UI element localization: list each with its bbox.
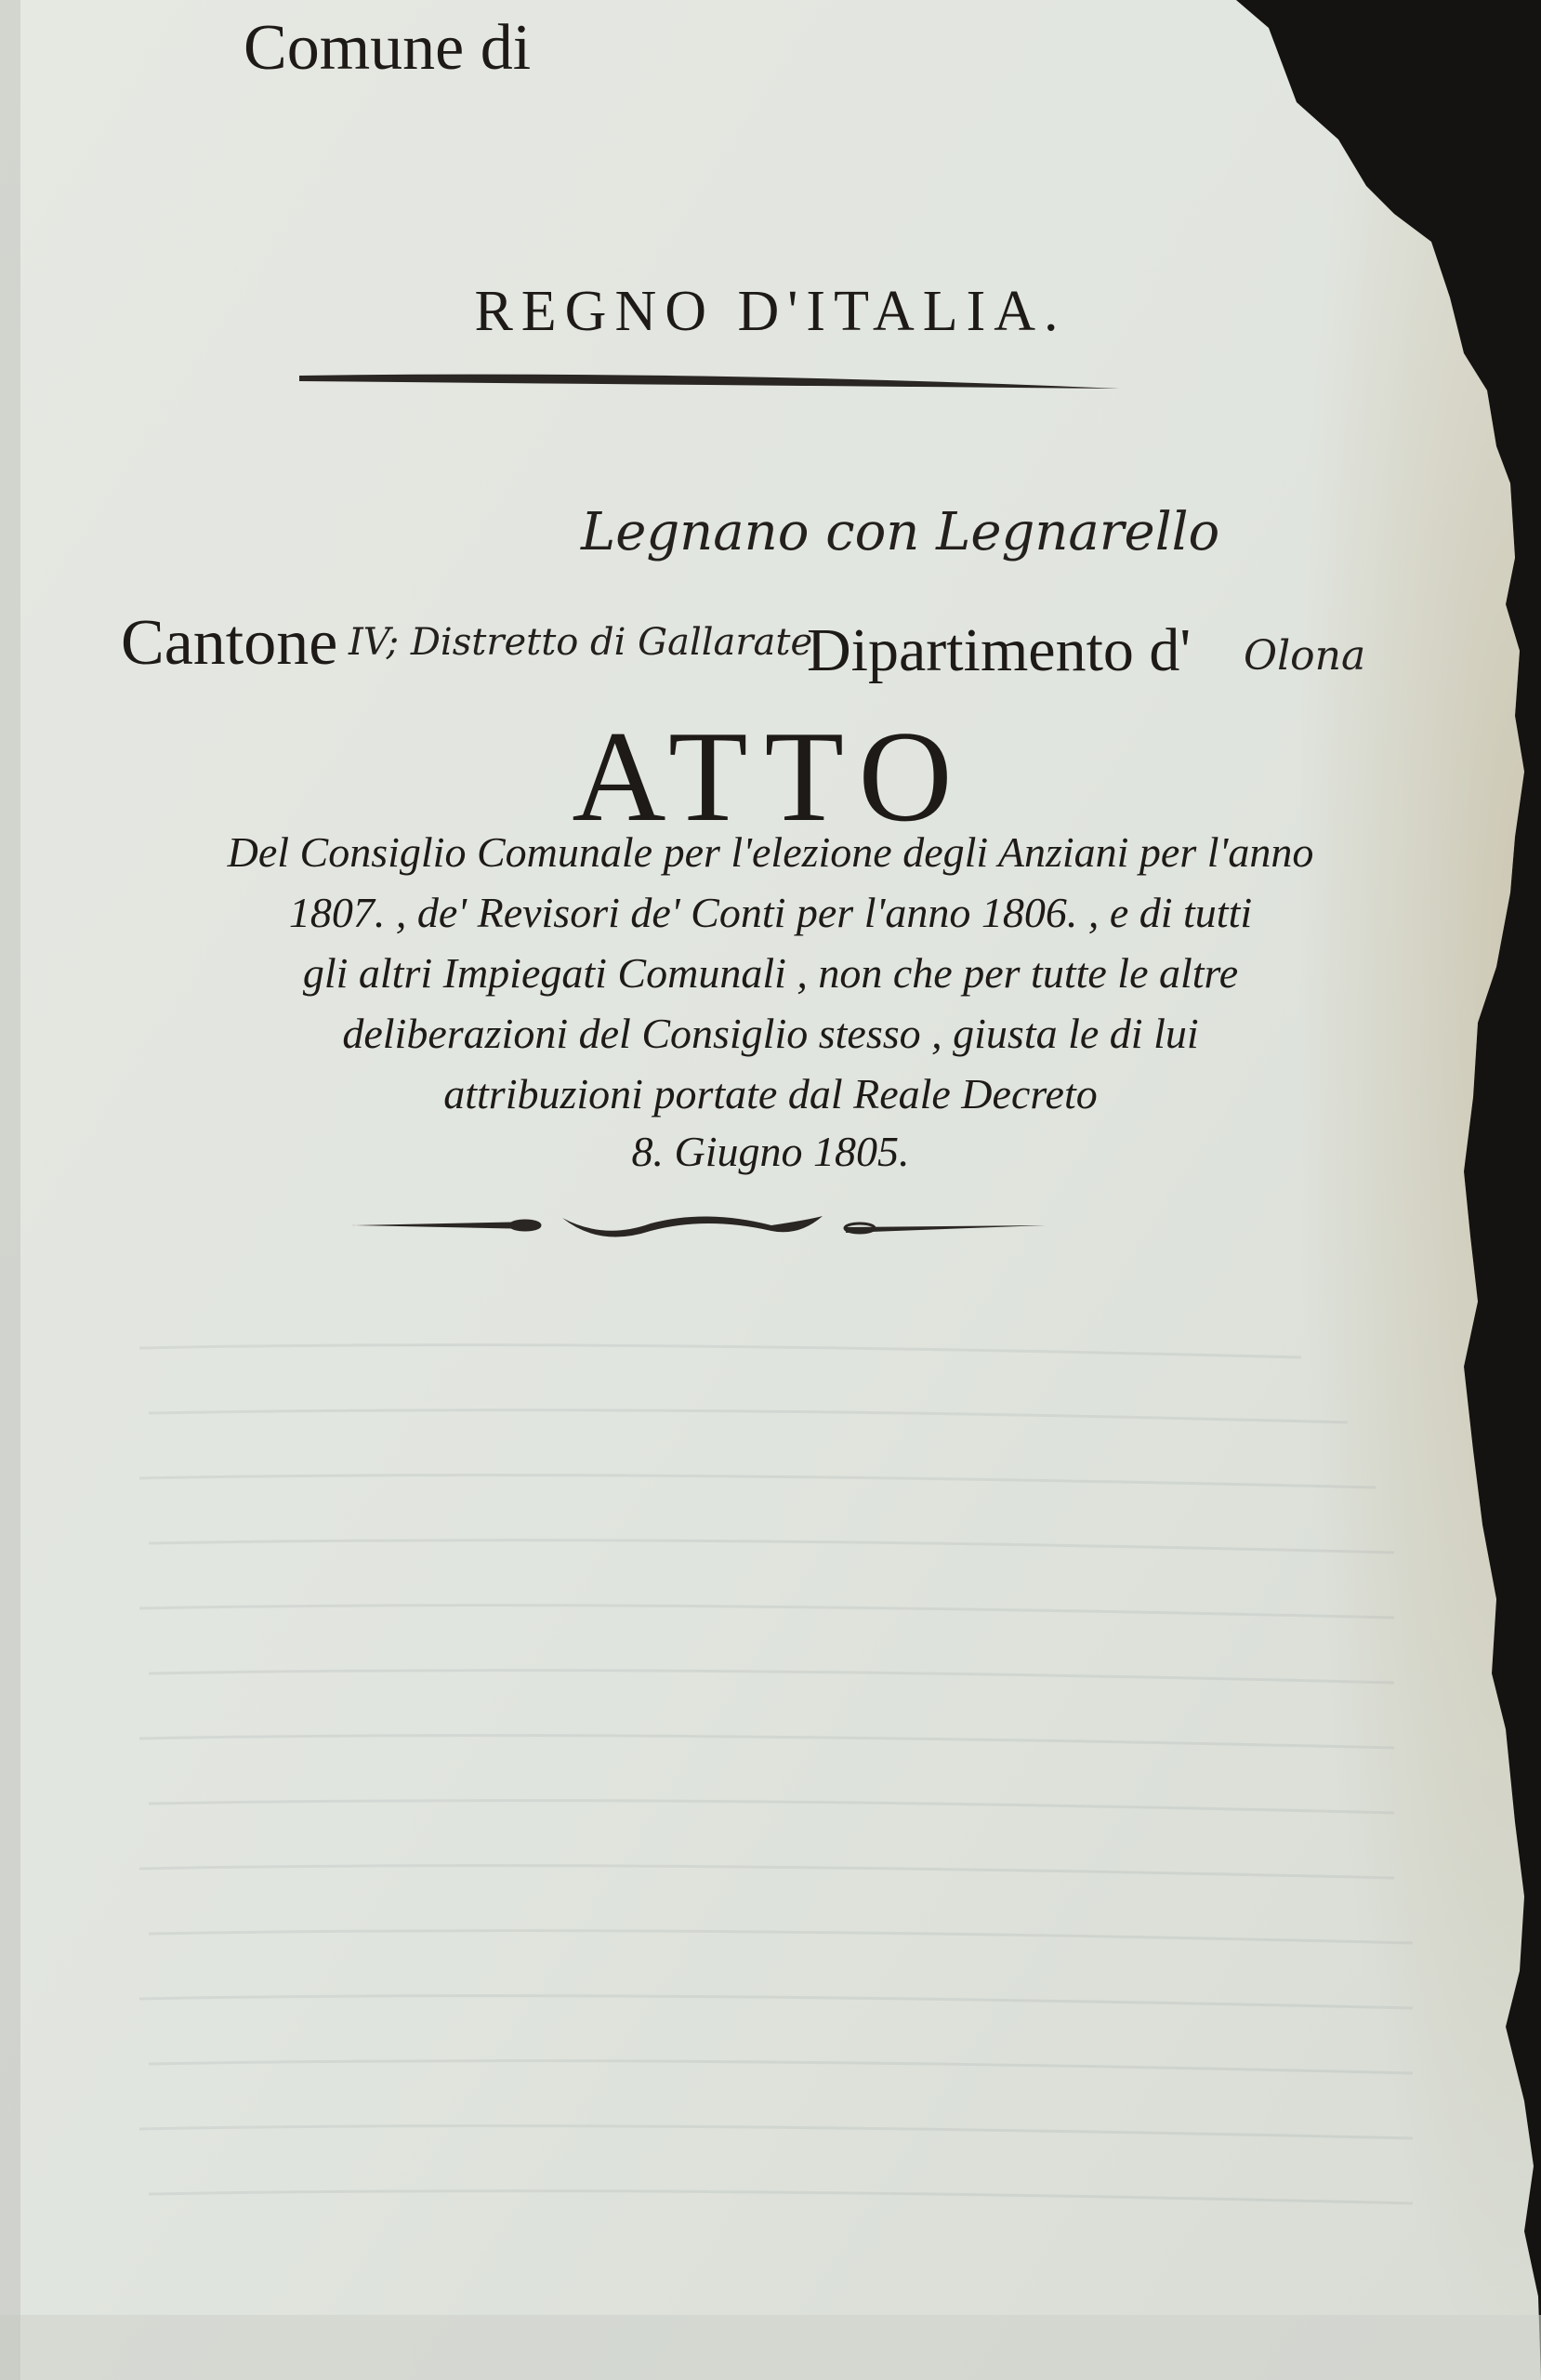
body-line: attribuzioni portate dal Reale Decreto [443,1070,1098,1117]
body-line: gli altri Impiegati Comunali , non che per tutte le altre [302,949,1239,997]
dipartimento-label: Dipartimento d' [807,616,1192,684]
comune-label: Comune di [244,12,532,84]
document-title: ATTO [572,705,969,849]
body-line: 8. Giugno 1805. [631,1128,910,1175]
comune-handwritten: Legnano con Legnarello [581,502,1220,562]
cantone-handwritten: IV; Distretto di Gallarate [349,621,813,664]
body-line: 1807. , de' Revisori de' Conti per l'anno 1806. , e di tutti [288,889,1253,936]
dipartimento-handwritten: Olona [1244,632,1366,680]
kingdom-header: REGNO D'ITALIA. [474,280,1067,343]
cantone-label: Cantone [121,607,338,679]
body-line: deliberazioni del Consiglio stesso , giusta le di lui [342,1010,1199,1057]
body-line: Del Consiglio Comunale per l'elezione degli Anziani per l'anno [227,828,1314,876]
